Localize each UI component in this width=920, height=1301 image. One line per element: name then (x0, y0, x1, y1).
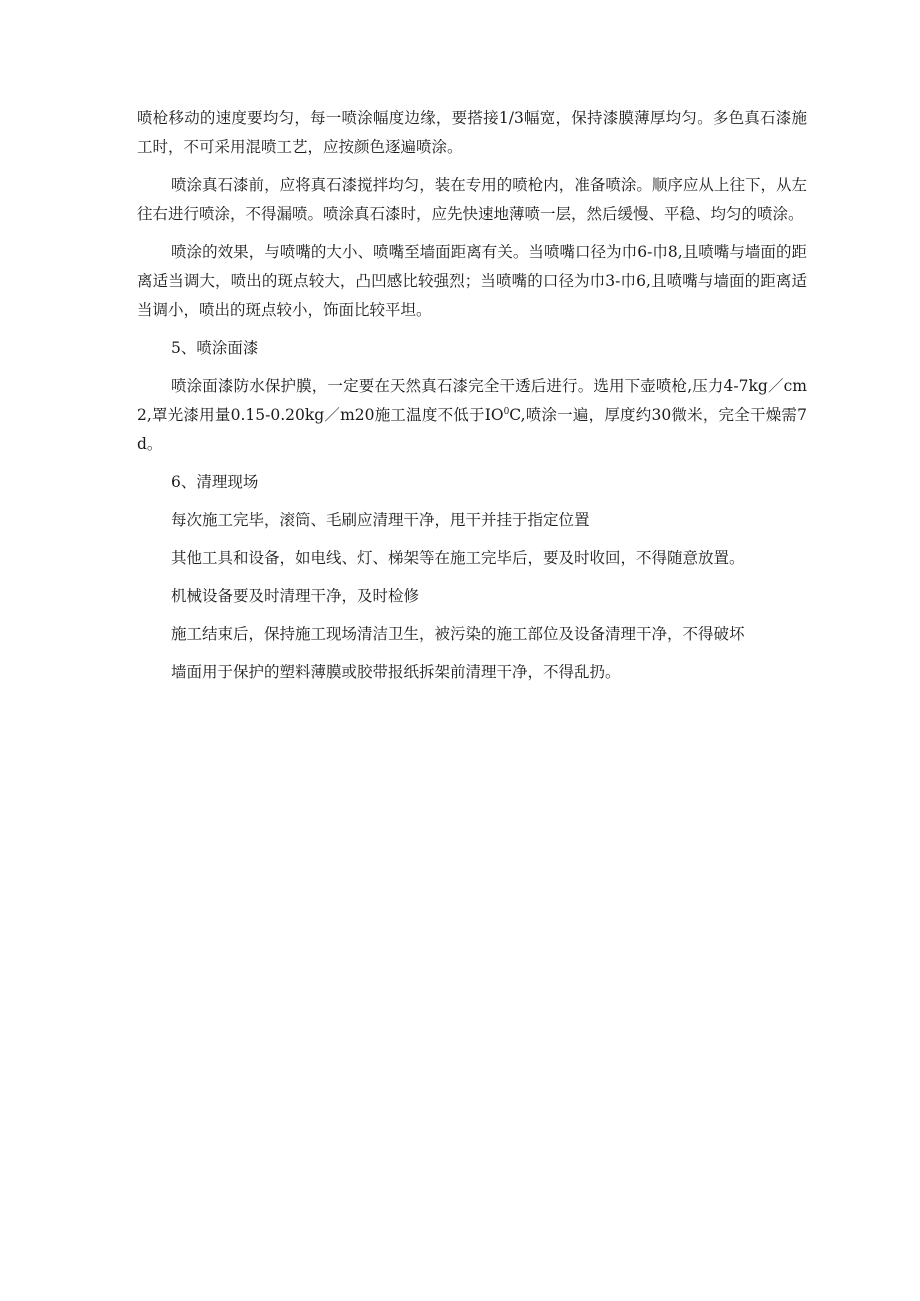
document-body (137, 104, 807, 696)
section-heading-topcoat: 5、喷涂面漆 (171, 339, 259, 357)
paragraph-machinery-maintenance: 机械设备要及时清理干净，及时检修 (171, 587, 420, 605)
paragraph-spray-effect: 喷涂的效果，与喷嘴的大小、喷嘴至墙面距离有关。当喷嘴口径为巾6-巾8,且喷嘴与墙面的距离适当调大，喷出的斑点较大，凸凹感比较强烈；当喷嘴的口径为巾3-巾6,且喷嘴与墙面的距离适当调小，喷出的斑点较小，饰面比较平坦。 (137, 243, 807, 319)
paragraph-roller-brush-cleanup: 每次施工完毕，滚筒、毛刷应清理干净，甩干并挂于指定位置 (171, 511, 590, 529)
paragraph-spray-preparation: 喷涂真石漆前，应将真石漆搅拌均匀，装在专用的喷枪内，准备喷涂。顺序应从上往下，从左往右进行喷涂，不得漏喷。喷涂真石漆时，应先快速地薄喷一层，然后缓慢、平稳、均匀的喷涂。 (137, 176, 807, 223)
topcoat-text-part-1: 喷涂面漆防水保护膜，一定要在天然真石漆完全干透后进行。选用下壶喷枪,压力4-7kg／cm2,罩光漆用量0.15-0.20kg／m20施工温度不低于IO (137, 377, 807, 424)
paragraph-protective-film: 墙面用于保护的塑料薄膜或胶带报纸拆架前清理干净，不得乱扔。 (171, 663, 621, 681)
paragraph-site-hygiene: 施工结束后，保持施工现场清洁卫生，被污染的施工部位及设备清理干净，不得破坏 (171, 625, 745, 643)
degree-superscript: 0 (503, 406, 510, 417)
paragraph-tools-equipment: 其他工具和设备，如电线、灯、梯架等在施工完毕后，要及时收回，不得随意放置。 (171, 549, 745, 567)
paragraph-topcoat-spraying (137, 372, 807, 459)
section-heading-site-cleanup: 6、清理现场 (171, 473, 259, 491)
paragraph-spray-gun-movement: 喷枪移动的速度要均匀，每一喷涂幅度边缘，要搭接1/3幅宽，保持漆膜薄厚均匀。多色真石漆施工时，不可采用混喷工艺，应按颜色逐遍喷涂。 (137, 109, 807, 156)
topcoat-text-part-2: C,喷涂一遍，厚度约30微米，完全干燥需7d。 (137, 406, 807, 453)
